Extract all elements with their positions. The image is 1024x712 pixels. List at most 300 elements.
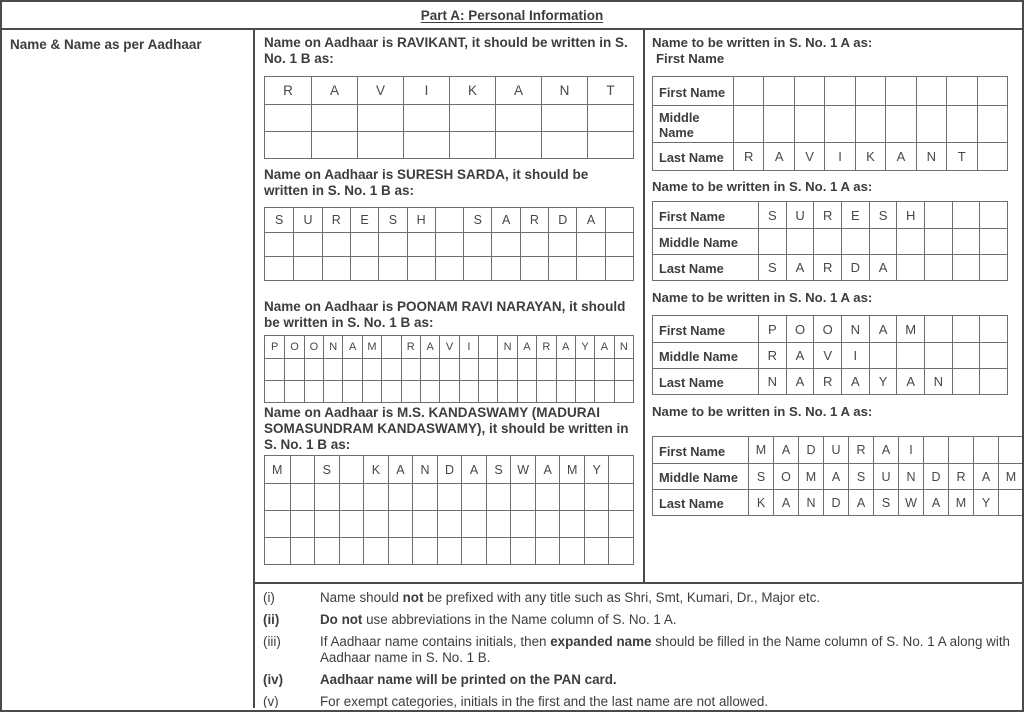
grid-cell	[362, 380, 381, 402]
table-cell	[979, 316, 1007, 342]
page-title: Part A: Personal Information	[420, 7, 604, 23]
table-cell: N	[798, 490, 823, 515]
grid-cell	[412, 537, 437, 564]
name-part-label: First Name	[659, 443, 726, 459]
grid-cell	[517, 358, 536, 380]
grid-cell: W	[510, 456, 535, 483]
grid-cell	[478, 336, 497, 358]
grid-cell	[342, 358, 361, 380]
table-cell	[977, 143, 1007, 170]
grid-cell	[608, 483, 633, 510]
table-cell: P	[758, 316, 786, 342]
table-cell	[824, 106, 854, 142]
table-cell: R	[948, 464, 973, 489]
grid-cell	[608, 510, 633, 537]
table-row	[653, 316, 1007, 342]
table-row	[653, 77, 1007, 105]
grid-cell: R	[536, 336, 555, 358]
table-cell: K	[748, 490, 773, 515]
grid-cell: R	[283, 83, 293, 98]
grid-cell	[584, 483, 609, 510]
name-part-label: Last Name	[659, 375, 724, 390]
table-cell	[794, 106, 824, 142]
split-heading: Name to be written in S. No. 1 A as:	[652, 404, 873, 419]
grid-cell: Y	[584, 456, 609, 483]
table-cell	[979, 202, 1007, 228]
table-row	[653, 368, 1007, 394]
note-text: Aadhaar name will be printed on the PAN card.	[320, 672, 617, 687]
grid-cell: R	[520, 208, 548, 232]
grid-cell	[378, 256, 406, 280]
table-cell	[855, 77, 885, 105]
table-cell	[979, 229, 1007, 254]
grid-cell: I	[403, 77, 449, 104]
grid-cell: R	[401, 336, 420, 358]
table-cell	[733, 106, 763, 142]
grid-cell: N	[497, 336, 516, 358]
table-cell: M	[998, 464, 1022, 489]
table-cell	[998, 437, 1022, 463]
grid-cell	[323, 380, 342, 402]
table-cell	[924, 202, 952, 228]
grid-cell	[420, 380, 439, 402]
name-table	[652, 201, 1008, 281]
table-row	[653, 489, 1022, 515]
grid-cell	[605, 256, 633, 280]
table-cell: U	[823, 437, 848, 463]
grid-cell	[439, 380, 458, 402]
grid-cell	[594, 380, 613, 402]
table-cell	[924, 255, 952, 280]
table-cell: A	[869, 316, 897, 342]
grid-cell	[536, 380, 555, 402]
table-cell: V	[813, 343, 841, 368]
grid-cell	[339, 510, 364, 537]
grid-cell	[584, 510, 609, 537]
letter-grid	[264, 76, 634, 159]
grid-cell	[363, 537, 388, 564]
table-cell: I	[898, 437, 923, 463]
table-cell	[946, 106, 976, 142]
grid-cell	[339, 537, 364, 564]
grid-cell	[495, 104, 541, 131]
grid-cell	[486, 483, 511, 510]
grid-cell	[491, 256, 519, 280]
table-cell: M	[798, 464, 823, 489]
grid-cell	[284, 358, 303, 380]
letter-grid	[264, 455, 634, 565]
name-part-label: First Name	[659, 84, 726, 100]
table-cell: S	[848, 464, 873, 489]
grid-cell	[439, 358, 458, 380]
table-cell	[973, 437, 998, 463]
grid-cell	[323, 358, 342, 380]
table-cell	[952, 316, 980, 342]
grid-cell	[576, 232, 604, 256]
grid-cell	[478, 380, 497, 402]
table-cell: D	[798, 437, 823, 463]
name-split-column	[645, 30, 1022, 582]
example-heading: Name on Aadhaar is M.S. KANDASWAMY (MADURAI SOMASUNDRAM KANDASWAMY), it should be written in S. No. 1 B as:	[264, 405, 629, 452]
table-cell	[896, 343, 924, 368]
grid-cell	[311, 131, 357, 158]
grid-cell	[587, 131, 633, 158]
table-cell: Y	[869, 369, 897, 394]
name-part-label: First Name	[659, 208, 726, 224]
grid-cell	[449, 104, 495, 131]
grid-cell: A	[388, 456, 413, 483]
grid-cell	[556, 358, 575, 380]
grid-cell	[403, 131, 449, 158]
grid-cell	[605, 208, 633, 232]
grid-cell	[350, 256, 378, 280]
grid-cell	[265, 232, 293, 256]
grid-cell	[412, 510, 437, 537]
note-item	[263, 590, 1010, 606]
grid-cell: K	[449, 77, 495, 104]
grid-cell: A	[311, 77, 357, 104]
split-subheading: First Name	[656, 51, 725, 66]
table-cell: U	[873, 464, 898, 489]
table-cell: E	[841, 202, 869, 228]
note-item	[263, 694, 1010, 708]
table-cell: I	[824, 143, 854, 170]
grid-cell	[362, 358, 381, 380]
grid-cell	[314, 537, 339, 564]
grid-cell: V	[357, 77, 403, 104]
grid-cell: A	[495, 77, 541, 104]
grid-cell	[497, 380, 516, 402]
note-number: (iii)	[263, 634, 281, 649]
grid-cell: O	[304, 336, 323, 358]
grid-cell: R	[322, 208, 350, 232]
grid-cell	[388, 483, 413, 510]
main-area	[2, 30, 1022, 708]
table-cell	[979, 343, 1007, 368]
table-cell	[869, 229, 897, 254]
example-heading: Name on Aadhaar is POONAM RAVI NARAYAN, it should be written in S. No. 1 B as:	[264, 299, 626, 330]
grid-cell	[363, 483, 388, 510]
section-header	[2, 2, 1022, 30]
note-text: Name should not be prefixed with any title such as Shri, Smt, Kumari, Dr., Major etc.	[320, 590, 821, 605]
table-cell: A	[773, 490, 798, 515]
name-table	[652, 315, 1008, 395]
name-part-label: Middle Name	[659, 110, 700, 140]
grid-cell: A	[556, 336, 575, 358]
table-cell	[979, 369, 1007, 394]
name-part-label: Last Name	[659, 150, 724, 165]
table-cell: N	[758, 369, 786, 394]
table-cell: A	[823, 464, 848, 489]
grid-cell	[407, 256, 435, 280]
example-columns	[255, 30, 1022, 582]
letter-grid	[264, 335, 634, 403]
table-cell	[885, 106, 915, 142]
grid-cell: A	[342, 336, 361, 358]
grid-cell	[556, 380, 575, 402]
table-cell: D	[923, 464, 948, 489]
grid-cell: E	[350, 208, 378, 232]
table-cell: N	[841, 316, 869, 342]
note-number: (i)	[263, 590, 275, 605]
table-cell: I	[841, 343, 869, 368]
grid-cell	[378, 232, 406, 256]
grid-cell	[381, 336, 400, 358]
table-cell	[916, 106, 946, 142]
table-cell: A	[973, 464, 998, 489]
grid-cell	[559, 510, 584, 537]
note-text: If Aadhaar name contains initials, then expanded name should be filled in the Name column of S. No. 1 A along with Aadhaar name in S. No. 1 B.	[320, 634, 1010, 665]
table-cell: S	[748, 464, 773, 489]
table-cell	[924, 316, 952, 342]
table-cell: M	[896, 316, 924, 342]
grid-cell: N	[541, 77, 587, 104]
grid-cell	[486, 537, 511, 564]
grid-cell: M	[559, 456, 584, 483]
grid-cell: A	[491, 208, 519, 232]
grid-cell: O	[284, 336, 303, 358]
grid-cell	[357, 104, 403, 131]
table-cell: R	[733, 143, 763, 170]
grid-cell: S	[274, 213, 284, 227]
table-cell: A	[786, 343, 814, 368]
table-cell: S	[758, 255, 786, 280]
table-cell	[763, 77, 793, 105]
split-heading: Name to be written in S. No. 1 A as:	[652, 179, 873, 194]
row-label: Name & Name as per Aadhaar	[10, 37, 202, 52]
name-part-label: Middle Name	[659, 470, 738, 485]
table-row	[653, 202, 1007, 228]
table-cell	[885, 77, 915, 105]
grid-cell	[435, 232, 463, 256]
table-row	[653, 437, 1022, 463]
grid-cell: S	[463, 208, 491, 232]
grid-cell	[322, 232, 350, 256]
grid-cell	[559, 483, 584, 510]
table-cell: A	[923, 490, 948, 515]
content-area	[255, 30, 1022, 708]
grid-cell	[576, 256, 604, 280]
grid-cell	[461, 483, 486, 510]
table-cell	[998, 490, 1022, 515]
grid-cell	[461, 510, 486, 537]
table-cell: D	[823, 490, 848, 515]
table-cell: S	[873, 490, 898, 515]
grid-cell	[520, 232, 548, 256]
grid-cell: D	[437, 456, 462, 483]
grid-cell	[608, 537, 633, 564]
grid-cell: A	[576, 208, 604, 232]
example-heading: Name on Aadhaar is SURESH SARDA, it should be written in S. No. 1 B as:	[264, 167, 589, 198]
table-cell: O	[773, 464, 798, 489]
grid-cell	[290, 456, 315, 483]
grid-cell: T	[587, 77, 633, 104]
grid-cell: A	[461, 456, 486, 483]
grid-cell	[510, 510, 535, 537]
table-cell	[841, 229, 869, 254]
left-column	[2, 30, 255, 708]
table-cell	[924, 343, 952, 368]
table-cell: O	[786, 316, 814, 342]
name-part-label: Last Name	[659, 261, 724, 276]
table-cell	[824, 77, 854, 105]
table-cell: T	[946, 143, 976, 170]
grid-cell	[311, 104, 357, 131]
table-cell: A	[786, 255, 814, 280]
table-cell	[952, 255, 980, 280]
table-cell: K	[855, 143, 885, 170]
table-cell: U	[786, 202, 814, 228]
grid-cell: V	[439, 336, 458, 358]
grid-cell	[293, 256, 321, 280]
grid-cell	[314, 510, 339, 537]
name-part-label: Last Name	[659, 496, 724, 511]
split-heading: Name to be written in S. No. 1 A as:	[652, 290, 873, 305]
grid-cell: U	[293, 208, 321, 232]
note-item	[263, 672, 1010, 688]
grid-cell	[435, 256, 463, 280]
grid-cell	[290, 537, 315, 564]
grid-cell	[265, 380, 284, 402]
grid-cell	[265, 537, 290, 564]
table-cell	[977, 77, 1007, 105]
grid-cell	[463, 232, 491, 256]
table-cell: A	[896, 369, 924, 394]
table-cell	[869, 343, 897, 368]
grid-cell	[437, 483, 462, 510]
table-cell: N	[916, 143, 946, 170]
grid-cell: K	[363, 456, 388, 483]
name-part-label: Middle Name	[659, 349, 738, 364]
grid-cell	[535, 537, 560, 564]
grid-cell	[463, 256, 491, 280]
grid-cell	[265, 358, 284, 380]
grid-cell	[339, 456, 364, 483]
grid-cell	[437, 537, 462, 564]
grid-cell: A	[594, 336, 613, 358]
table-cell	[952, 229, 980, 254]
grid-cell	[520, 256, 548, 280]
note-item	[263, 634, 1010, 666]
table-cell: V	[794, 143, 824, 170]
grid-cell	[497, 358, 516, 380]
grid-cell: I	[459, 336, 478, 358]
grid-cell	[363, 510, 388, 537]
grid-cell	[401, 380, 420, 402]
grid-cell	[403, 104, 449, 131]
grid-cell	[459, 380, 478, 402]
grid-cell: N	[323, 336, 342, 358]
grid-cell	[290, 483, 315, 510]
table-cell: A	[841, 369, 869, 394]
grid-cell	[350, 232, 378, 256]
table-cell	[952, 202, 980, 228]
grid-cell	[265, 131, 311, 158]
grid-cell	[587, 104, 633, 131]
table-cell: N	[924, 369, 952, 394]
grid-cell	[284, 380, 303, 402]
table-cell	[924, 229, 952, 254]
letter-grid	[264, 207, 634, 281]
grid-cell	[388, 510, 413, 537]
table-cell	[794, 77, 824, 105]
grid-cell	[614, 358, 633, 380]
note-text: Do not use abbreviations in the Name column of S. No. 1 A.	[320, 612, 677, 627]
table-cell: A	[885, 143, 915, 170]
table-cell	[763, 106, 793, 142]
note-item	[263, 612, 1010, 628]
grid-cell	[536, 358, 555, 380]
grid-cell: D	[548, 208, 576, 232]
note-text: For exempt categories, initials in the first and the last name are not allowed.	[320, 694, 769, 708]
table-cell	[758, 229, 786, 254]
table-row	[653, 342, 1007, 368]
grid-cell	[559, 537, 584, 564]
table-cell: H	[896, 202, 924, 228]
grid-cell	[510, 537, 535, 564]
table-cell: A	[773, 437, 798, 463]
table-cell: A	[873, 437, 898, 463]
grid-cell	[420, 358, 439, 380]
grid-cell	[304, 380, 323, 402]
notes-section	[255, 582, 1022, 708]
grid-cell	[437, 510, 462, 537]
grid-cell	[407, 232, 435, 256]
table-cell	[979, 255, 1007, 280]
grid-cell	[265, 256, 293, 280]
grid-cell	[265, 483, 290, 510]
table-cell: A	[763, 143, 793, 170]
grid-cell	[290, 510, 315, 537]
grid-cell	[608, 456, 633, 483]
grid-cell: N	[412, 456, 437, 483]
table-row	[653, 254, 1007, 280]
table-cell: R	[813, 369, 841, 394]
grid-cell	[491, 232, 519, 256]
table-row	[653, 463, 1022, 489]
grid-cell	[510, 483, 535, 510]
grid-cell	[584, 537, 609, 564]
grid-cell: M	[272, 462, 283, 477]
table-cell	[916, 77, 946, 105]
grid-cell	[548, 256, 576, 280]
table-cell: D	[841, 255, 869, 280]
table-cell: O	[813, 316, 841, 342]
table-cell	[977, 106, 1007, 142]
table-cell	[786, 229, 814, 254]
table-cell	[952, 343, 980, 368]
grid-cell	[342, 380, 361, 402]
table-cell	[948, 437, 973, 463]
grid-cell	[486, 510, 511, 537]
table-cell	[855, 106, 885, 142]
table-cell: A	[786, 369, 814, 394]
grid-cell	[322, 256, 350, 280]
note-number: (iv)	[263, 672, 284, 687]
note-number: (v)	[263, 694, 279, 708]
name-part-label: Middle Name	[659, 235, 738, 250]
grid-cell	[535, 510, 560, 537]
table-cell: S	[869, 202, 897, 228]
table-cell: A	[869, 255, 897, 280]
table-cell	[896, 255, 924, 280]
grid-cell	[614, 380, 633, 402]
grid-cell	[495, 131, 541, 158]
grid-cell	[339, 483, 364, 510]
table-cell: R	[848, 437, 873, 463]
table-cell: M	[748, 437, 773, 463]
grid-cell: S	[486, 456, 511, 483]
